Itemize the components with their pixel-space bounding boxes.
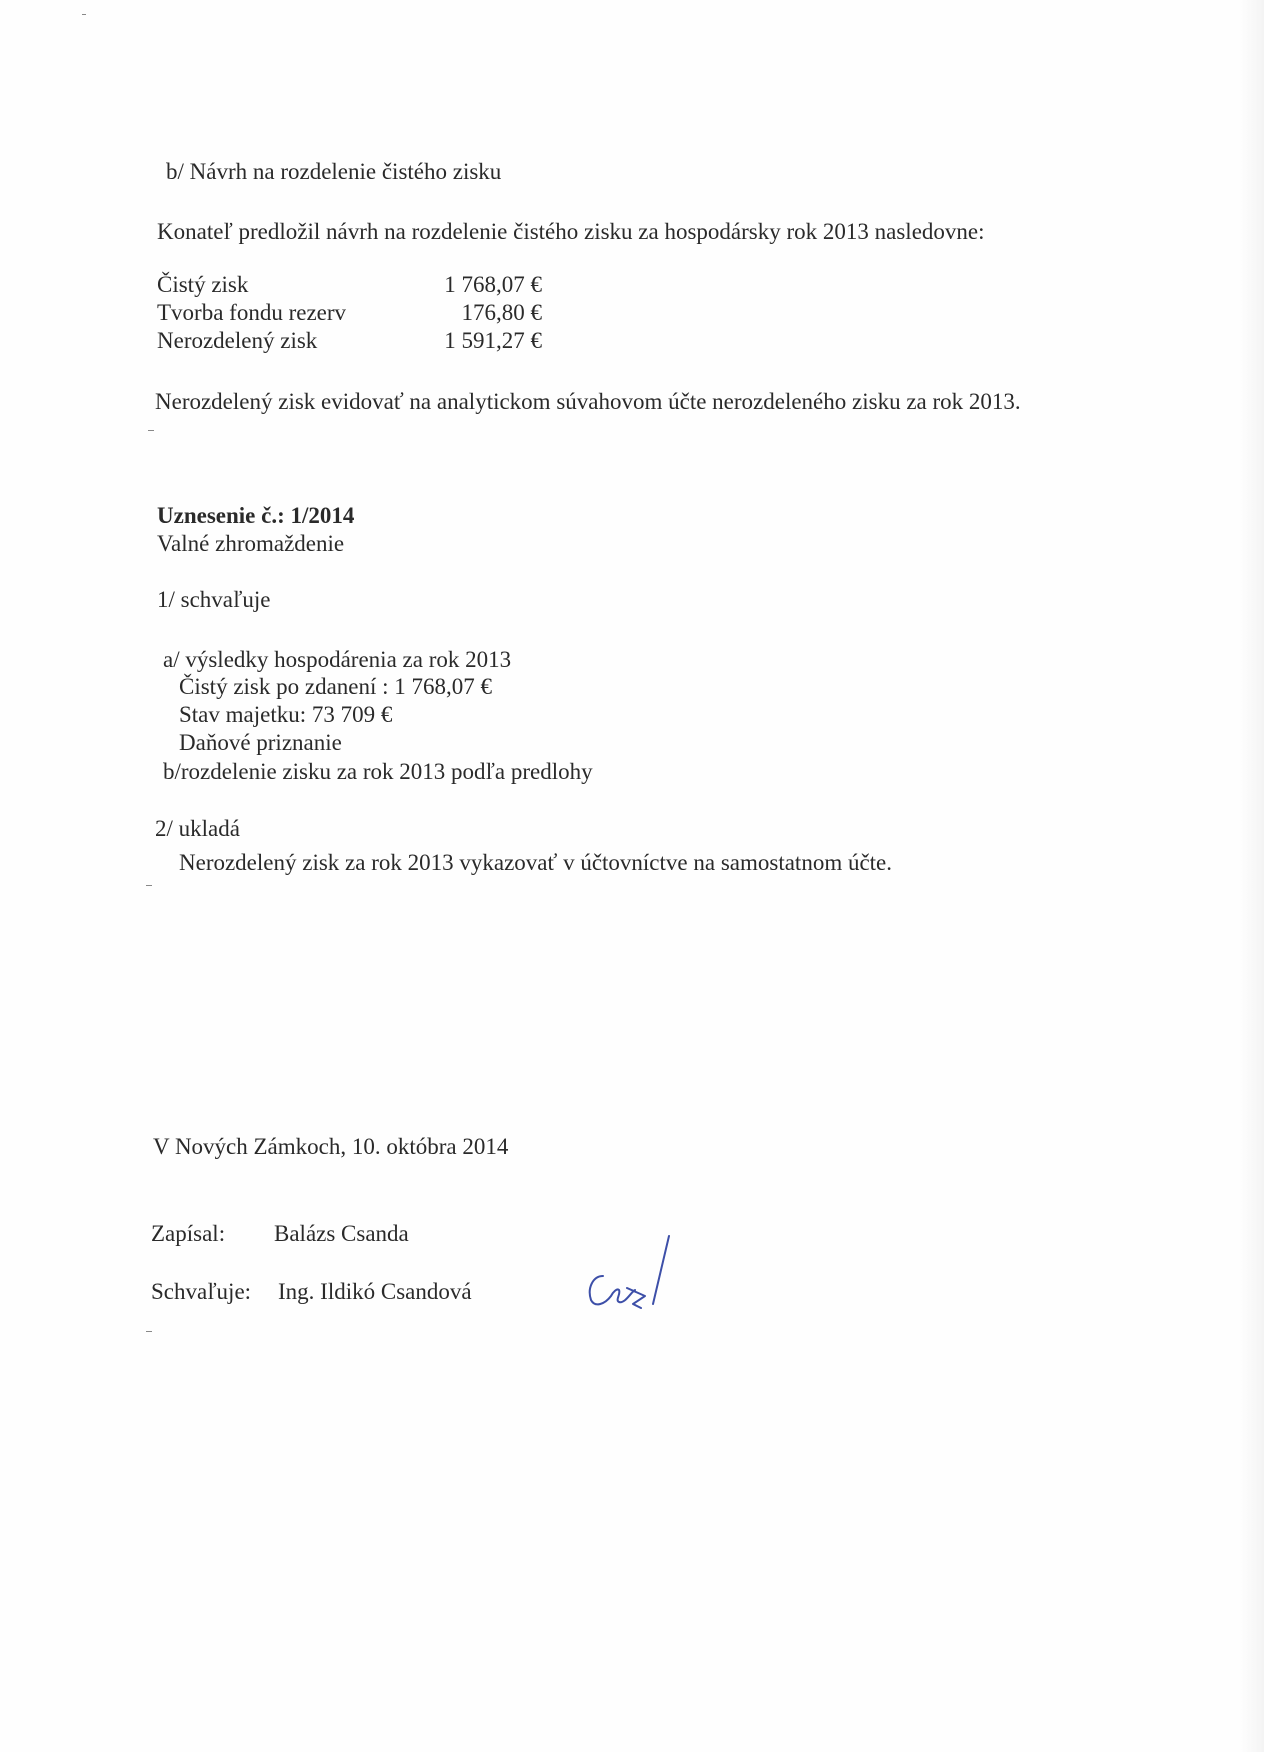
resolution-item-a: a/ výsledky hospodárenia za rok 2013 <box>163 647 512 672</box>
resolution-item-a-line: Stav majetku: 73 709 € <box>179 702 393 727</box>
resolution-orders-text: Nerozdelený zisk za rok 2013 vykazovať v účtovníctve na samostatnom účte. <box>179 850 893 875</box>
scan-edge-shadow <box>1240 0 1264 1752</box>
scan-speck <box>146 1331 152 1332</box>
recorded-by-name: Balázs Csanda <box>274 1221 409 1246</box>
approved-by-name: Ing. Ildikó Csandová <box>278 1279 472 1304</box>
resolution-item-b: b/rozdelenie zisku za rok 2013 podľa predlohy <box>163 759 593 784</box>
profit-label-reserve: Tvorba fondu rezerv <box>157 300 347 325</box>
resolution-body: Valné zhromaždenie <box>157 531 345 556</box>
profit-amount-retained: 1 591,27 € <box>444 328 542 353</box>
resolution-orders: 2/ ukladá <box>155 816 240 841</box>
profit-amount-net: 1 768,07 € <box>444 272 542 297</box>
scan-speck <box>82 14 86 15</box>
note-paragraph: Nerozdelený zisk evidovať na analytickom súvahovom účte nerozdeleného zisku za rok 2013. <box>155 389 1021 414</box>
profit-label-retained: Nerozdelený zisk <box>157 328 318 353</box>
intro-paragraph: Konateľ predložil návrh na rozdelenie čistého zisku za hospodársky rok 2013 nasledovne: <box>157 219 985 244</box>
profit-label-net: Čistý zisk <box>157 272 249 297</box>
profit-amount-reserve: 176,80 € <box>461 300 542 325</box>
resolution-item-a-line: Daňové priznanie <box>179 730 342 755</box>
scan-speck <box>146 885 152 886</box>
section-title: b/ Návrh na rozdelenie čistého zisku <box>166 159 502 184</box>
resolution-item-a-line: Čistý zisk po zdanení : 1 768,07 € <box>179 674 493 699</box>
handwritten-signature <box>575 1232 685 1312</box>
recorded-by-label: Zapísal: <box>151 1221 226 1246</box>
resolution-title: Uznesenie č.: 1/2014 <box>157 503 355 528</box>
resolution-approves: 1/ schvaľuje <box>157 587 271 612</box>
place-date: V Nových Zámkoch, 10. októbra 2014 <box>153 1134 509 1159</box>
approved-by-label: Schvaľuje: <box>151 1279 252 1304</box>
scan-speck <box>148 430 154 431</box>
